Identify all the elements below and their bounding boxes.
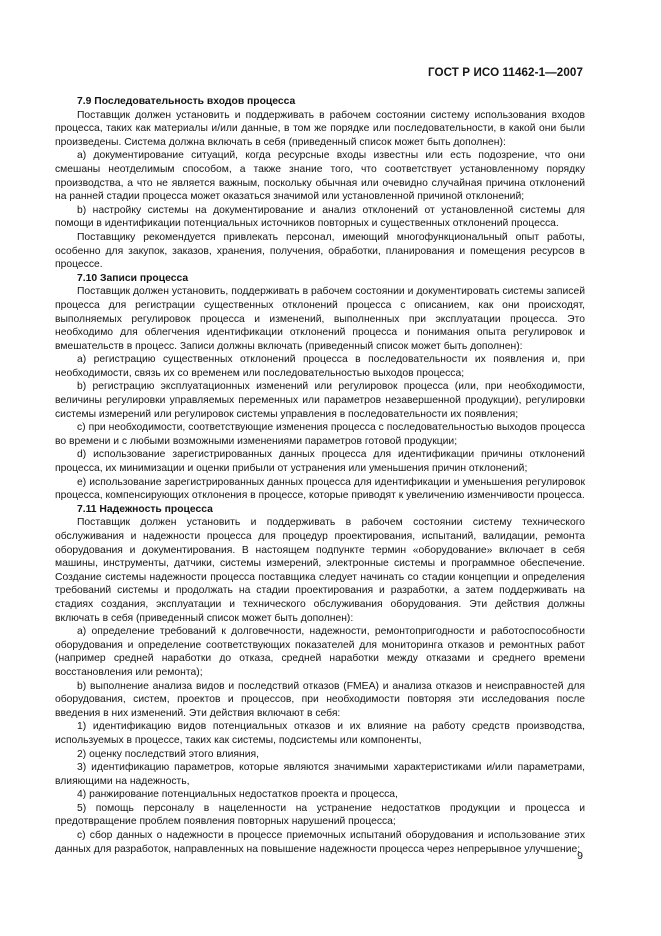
list-item: 2) оценку последствий этого влияния, — [77, 748, 259, 760]
list-item: b) регистрацию эксплуатационных изменений или регулировок процесса (или, при необходимости, величины регулировки управляемых переменных или параметров незавершенной продукции), регулировки системы измерений или регулировок системы управления в последовательности их появления; — [55, 381, 585, 420]
document-header: ГОСТ Р ИСО 11462-1—2007 — [427, 66, 583, 79]
list-item: 4) ранжирование потенциальных недостатков проекта и процесса, — [77, 789, 398, 801]
list-item: b) настройку системы на документирование и анализ отклонений от установленной системы для помощи в идентификации потенциальных источников повторных и существенных отклонений процесса. — [55, 204, 585, 230]
paragraph: Поставщик должен установить, поддерживать в рабочем состоянии и документировать системы записей процесса для регистрации существенных отклонений процесса с описанием, как они происходят, выполняемых регулировок процесса и изменений, выполненных при эксплуатации процесса. Это необходимо для облегчения идентификации отклонений процесса и понимания опыта регулировок и вмешательств в процесс. Записи должны включать (приведенный список может быть дополнен): — [55, 286, 585, 352]
paragraph: Поставщику рекомендуется привлекать персонал, имеющий многофункциональный опыт работы, особенно для закупок, заказов, хранения, получения, обработки, планирования и помещения ресурсов в процессе. — [55, 231, 585, 271]
list-item: c) сбор данных о надежности в процессе приемочных испытаний оборудования и использование этих данных для разработок, направленных на повышение надежности процесса через непрерывное улучшение; — [55, 830, 585, 855]
section-heading: 7.11 Надежность процесса — [77, 503, 213, 515]
list-item: c) при необходимости, соответствующие изменения процесса с последовательностью выходов процесса во времени и с любыми возможными изменениями параметров готовой продукции; — [55, 422, 585, 447]
document-body — [55, 95, 585, 856]
list-item: 5) помощь персоналу в нацеленности на устранение недостатков продукции и процесса и предотвращение проблем появления повторных нарушений процесса; — [55, 802, 585, 828]
paragraph: Поставщик должен установить и поддерживать в рабочем состоянии систему технического обслуживания и надежности процесса для процедур проектирования, испытаний, валидации, ремонта оборудования и документирования. В настоящем подпункте термин «оборудование» включает в себя машины, инструменты, датчики, системы измерений, электронные системы и программное обеспечение. Создание системы надежности процесса поставщика следует начинать со стадии концепции и определения требований системы и продолжать на стадии проектирования и разработки, а затем поддерживать на стадиях создания, эксплуатации и технического обслуживания оборудования. Эти действия должны включать в себя (приведенный список может быть дополнен): — [55, 517, 585, 624]
section-heading: 7.9 Последовательность входов процесса — [77, 96, 296, 107]
list-item: a) регистрацию существенных отклонений процесса в последовательности их появления и, при необходимости, связь их со временем или последовательностью выходов процесса; — [55, 354, 585, 379]
list-item: e) использование зарегистрированных данных процесса для идентификации и уменьшения регулировок процесса, компенсирующих отклонения в процессе, которые приводят к увеличению изменчивости процесса. — [55, 476, 585, 502]
list-item: b) выполнение анализа видов и последствий отказов (FMEA) и анализа отказов и неисправностей для оборудования, систем, проектов и процессов, при необходимости повторяя эти исследования после введения в них изменений. Эти действия включают в себя: — [55, 680, 585, 719]
list-item: a) документирование ситуаций, когда ресурсные входы известны или есть подозрение, что они смешаны неотделимым способом, а также знание того, что соответствует установленному порядку производства, а что не является важным, поскольку обычная или очевидно случайная причина отклонений на ранней стадии процесса может оказаться значимой или установленной причиной отклонений; — [55, 150, 585, 203]
list-item: 3) идентификацию параметров, которые являются значимыми характеристиками и/или параметрами, влияющими на надежность, — [55, 762, 585, 787]
section-heading: 7.10 Записи процесса — [77, 272, 189, 284]
paragraph: Поставщик должен установить и поддерживать в рабочем состоянии систему использования входов процесса, таких как материалы и/или данные, в том же порядке или последовательности, в какой они были произведены. Система должна включать в себя (приведенный список может быть дополнен): — [55, 109, 585, 148]
page-number: 9 — [577, 850, 583, 862]
list-item: a) определение требований к долговечности, надежности, ремонтопригодности и работоспособности оборудования и определение соответствующих показателей для мониторинга отказов и ремонтных работ (например средней наработки до отказа, средней наработки между отказами и среднего времени восстановления или ремонта); — [55, 626, 585, 678]
list-item: d) использование зарегистрированных данных процесса для идентификации причины отклонений процесса, их минимизации и оценки прибыли от устранения или уменьшения причин отклонений; — [55, 449, 585, 475]
list-item: 1) идентификацию видов потенциальных отказов и их влияние на работу средств производства, используемых в процессе, таких как системы, подсистемы или компоненты, — [55, 721, 585, 746]
